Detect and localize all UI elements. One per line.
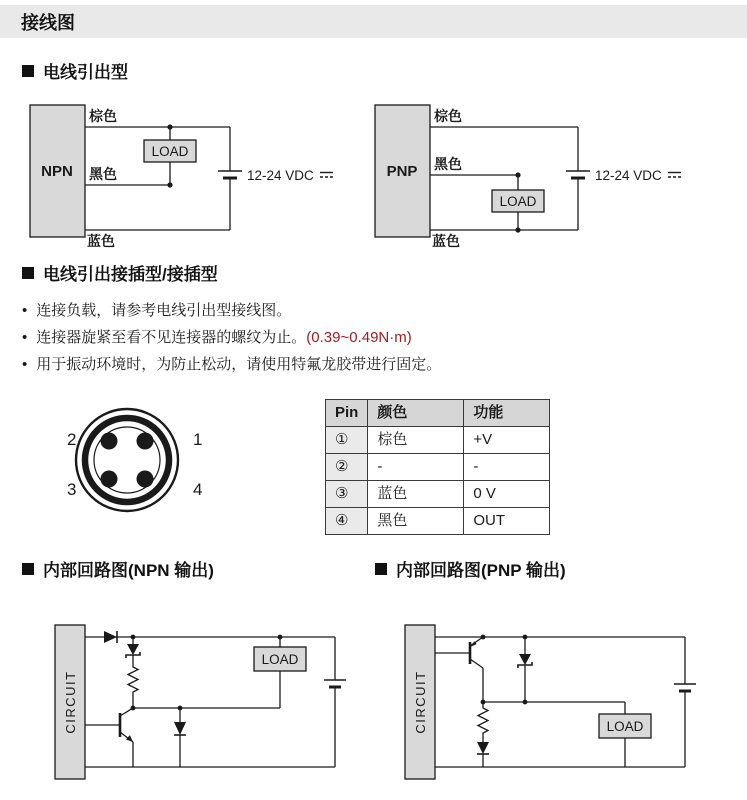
color-cell: 黑色 [368, 508, 464, 535]
connector-thick-ring [85, 418, 169, 502]
pin-table-row [326, 481, 550, 508]
pnp-wiring-diagram [370, 100, 710, 250]
page-header [0, 5, 747, 38]
pnp-wires [430, 127, 578, 230]
bullet-marker: • [22, 329, 28, 346]
section-heading-internal-pnp [375, 556, 566, 581]
protection-diode-icon [174, 722, 186, 735]
npn-internal-circuit [30, 602, 360, 792]
page-title: 接线图 [21, 12, 75, 33]
pin-table-header: Pin [326, 400, 368, 427]
color-cell: 棕色 [368, 427, 464, 454]
pnp-internal-wires [435, 637, 685, 767]
npn-brown-wire-label: 棕色 [89, 108, 117, 124]
junction-dot [515, 227, 520, 232]
npn-transistor-emitter-arrow [126, 735, 133, 742]
note-line-1 [22, 297, 622, 324]
function-cell: 0 V [464, 481, 550, 508]
color-cell: - [368, 454, 464, 481]
function-cell: - [464, 454, 550, 481]
pnp-internal-circuit [380, 602, 710, 792]
pin-table-header: 颜色 [368, 400, 464, 427]
note-text: 连接器旋紧至看不见连接器的螺纹为止。(0.39~0.49N·m) [36, 329, 412, 346]
pnp-supply-label: 12-24 VDC [595, 168, 662, 183]
pnp-battery-icon [566, 171, 590, 178]
pin-number-1: 1 [193, 430, 203, 449]
pin-number-4: 4 [193, 480, 203, 499]
connector-outer-ring [76, 409, 178, 511]
pnp-black-wire-label: 黑色 [434, 156, 462, 172]
pin-table [325, 399, 550, 535]
junction-dot [481, 700, 486, 705]
pnp-internal-battery-icon [674, 684, 696, 691]
dc-symbol-icon [668, 173, 681, 178]
pnp-circuit-label: CIRCUIT [413, 670, 428, 734]
section-heading-internal-npn [22, 556, 214, 581]
heading-square-icon [22, 563, 34, 575]
junction-dot [167, 124, 172, 129]
note-line-2 [22, 324, 622, 351]
pin-table-row [326, 508, 550, 535]
section-title-wire-leadout: 电线引出型 [43, 63, 128, 82]
note-text: 用于振动环境时，为防止松动，请使用特氟龙胶带进行固定。 [36, 356, 442, 373]
connector-pins [101, 433, 154, 488]
pin-number-3: 3 [67, 480, 77, 499]
pnp-block-label: PNP [386, 163, 418, 180]
junction-dot [131, 706, 136, 711]
npn-battery-icon [218, 171, 242, 178]
heading-square-icon [375, 563, 387, 575]
pnp-load-label: LOAD [499, 194, 537, 209]
section-title-internal-pnp: 内部回路图(PNP 输出) [396, 561, 566, 580]
junction-dot [178, 706, 183, 711]
npn-load-label: LOAD [151, 144, 189, 159]
bullet-marker: • [22, 302, 28, 319]
npn-supply-label: 12-24 VDC [247, 168, 314, 183]
npn-blue-wire-label: 蓝色 [87, 233, 115, 249]
npn-circuit-label: CIRCUIT [63, 670, 78, 734]
pnp-brown-wire-label: 棕色 [434, 108, 462, 124]
junction-dot [523, 700, 528, 705]
pin-table-header-row [326, 400, 550, 427]
pnp-blue-wire-label: 蓝色 [432, 233, 460, 249]
junction-dot [515, 172, 520, 177]
pin-table-row [326, 427, 550, 454]
protection-diode-icon [477, 742, 489, 754]
pin-table-row [326, 454, 550, 481]
junction-dot [167, 182, 172, 187]
series-diode-icon [104, 631, 117, 643]
pnp-internal-load-label: LOAD [606, 719, 644, 734]
pin-cell: ② [326, 454, 368, 481]
note-text: 连接负载，请参考电线引出型接线图。 [36, 302, 292, 319]
junction-dot [523, 635, 528, 640]
npn-internal-battery-icon [324, 680, 346, 687]
pin-cell: ① [326, 427, 368, 454]
heading-square-icon [22, 267, 34, 279]
heading-square-icon [22, 65, 34, 77]
connector-notes [22, 297, 622, 378]
junction-dot [481, 635, 486, 640]
npn-black-wire-label: 黑色 [89, 166, 117, 182]
pin-cell: ④ [326, 508, 368, 535]
pin-cell: ③ [326, 481, 368, 508]
function-cell: +V [464, 427, 550, 454]
dc-symbol-icon [320, 173, 333, 178]
section-title-connector: 电线引出接插型/接插型 [43, 265, 218, 284]
function-cell: OUT [464, 508, 550, 535]
section-heading-connector [22, 260, 218, 285]
bullet-marker: • [22, 356, 28, 373]
pin-table-header: 功能 [464, 400, 550, 427]
color-cell: 蓝色 [368, 481, 464, 508]
npn-wiring-diagram [25, 100, 355, 250]
connector-face-diagram [55, 398, 210, 526]
section-heading-wire-leadout [22, 58, 128, 83]
junction-dot [131, 635, 136, 640]
section-title-internal-npn: 内部回路图(NPN 输出) [43, 561, 214, 580]
npn-internal-load-label: LOAD [261, 652, 299, 667]
junction-dot [278, 635, 283, 640]
npn-block-label: NPN [41, 163, 73, 180]
note-line-3 [22, 351, 622, 378]
pin-number-2: 2 [67, 430, 77, 449]
